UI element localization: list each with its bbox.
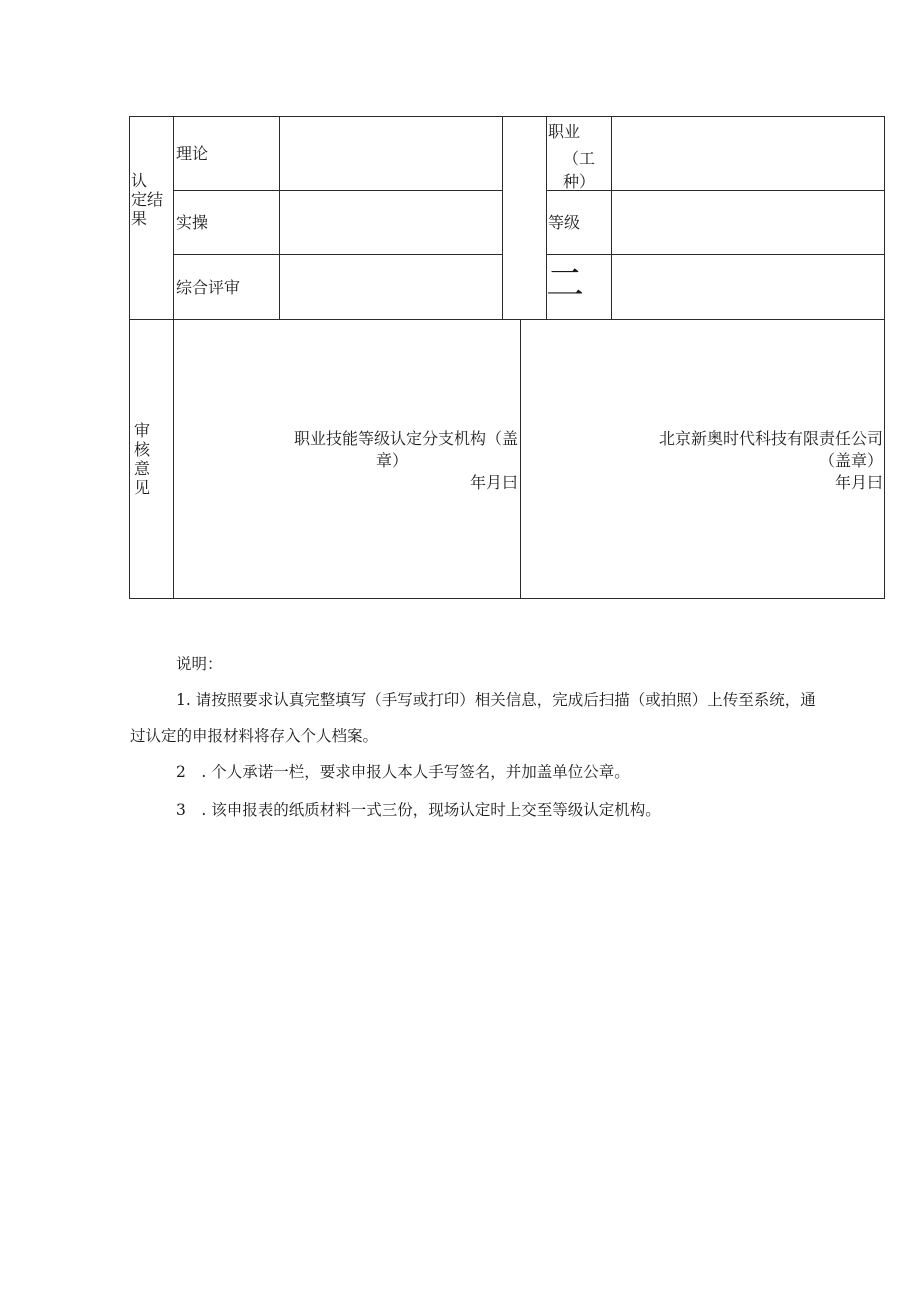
practical-score-field[interactable] [282, 194, 498, 250]
notes-title: 说明： [176, 655, 223, 673]
review-label-char: 核 [134, 440, 151, 459]
col-divider [502, 116, 503, 320]
row-divider [173, 254, 502, 255]
section-divider [129, 319, 885, 320]
branch-org-name: 职业技能等级认定分支机构（盖 [293, 429, 518, 448]
grade-mark-label: 二 [546, 261, 585, 305]
review-section-label [134, 421, 170, 497]
theory-score-field[interactable] [282, 120, 498, 186]
table-border-right [884, 116, 885, 599]
company-name: 北京新奥时代科技有限责任公司 [658, 429, 883, 448]
note-item-1: 1. 请按照要求认真完整填写（手写或打印）相关信息，完成后扫描（或拍照）上传至系统，通 [176, 691, 816, 709]
result-label-char: 果 [131, 209, 148, 228]
result-label-char: 定结 [131, 190, 164, 209]
result-section-label [131, 171, 173, 228]
review-label-char: 意 [134, 459, 151, 478]
branch-org-date: 年月曰 [469, 473, 518, 492]
review-label-char: 审 [134, 421, 151, 440]
occupation-label-line2: （工 [563, 149, 596, 168]
row-divider [173, 190, 502, 191]
note-item-2: 2 . 个人承诺一栏，要求申报人本人手写签名，并加盖单位公章。 [176, 763, 630, 781]
review-label-char: 见 [134, 478, 151, 497]
col-divider [173, 116, 174, 599]
note-item-3: 3 . 该申报表的纸质材料一式三份，现场认定时上交至等级认定机构。 [176, 801, 661, 819]
branch-org-stamp-note: 章） [375, 451, 408, 470]
grade-mark-value-field[interactable] [614, 258, 880, 316]
comprehensive-review-score-field[interactable] [282, 258, 498, 316]
theory-label: 理论 [176, 144, 209, 163]
company-date: 年月曰 [834, 473, 883, 492]
col-divider [520, 319, 521, 599]
level-value-field[interactable] [614, 194, 880, 250]
practical-label: 实操 [176, 213, 209, 232]
col-divider [611, 116, 612, 320]
occupation-value-field[interactable] [614, 120, 880, 186]
company-stamp-note: （盖章） [818, 451, 883, 470]
row-divider [546, 190, 885, 191]
table-border-bottom [129, 598, 885, 599]
table-border-top [129, 116, 885, 117]
table-border-left [129, 116, 130, 599]
occupation-label-line3: 种） [563, 172, 596, 191]
branch-org-stamp-block [176, 428, 518, 494]
row-divider [546, 254, 885, 255]
note-item-1-cont: 过认定的申报材料将存入个人档案。 [130, 727, 379, 745]
col-divider [279, 116, 280, 320]
result-label-char: 认 [131, 171, 148, 190]
company-stamp-block [524, 428, 883, 494]
level-label: 等级 [548, 213, 581, 232]
comprehensive-review-label: 综合评审 [176, 278, 241, 297]
occupation-label: 职业 [548, 122, 581, 141]
